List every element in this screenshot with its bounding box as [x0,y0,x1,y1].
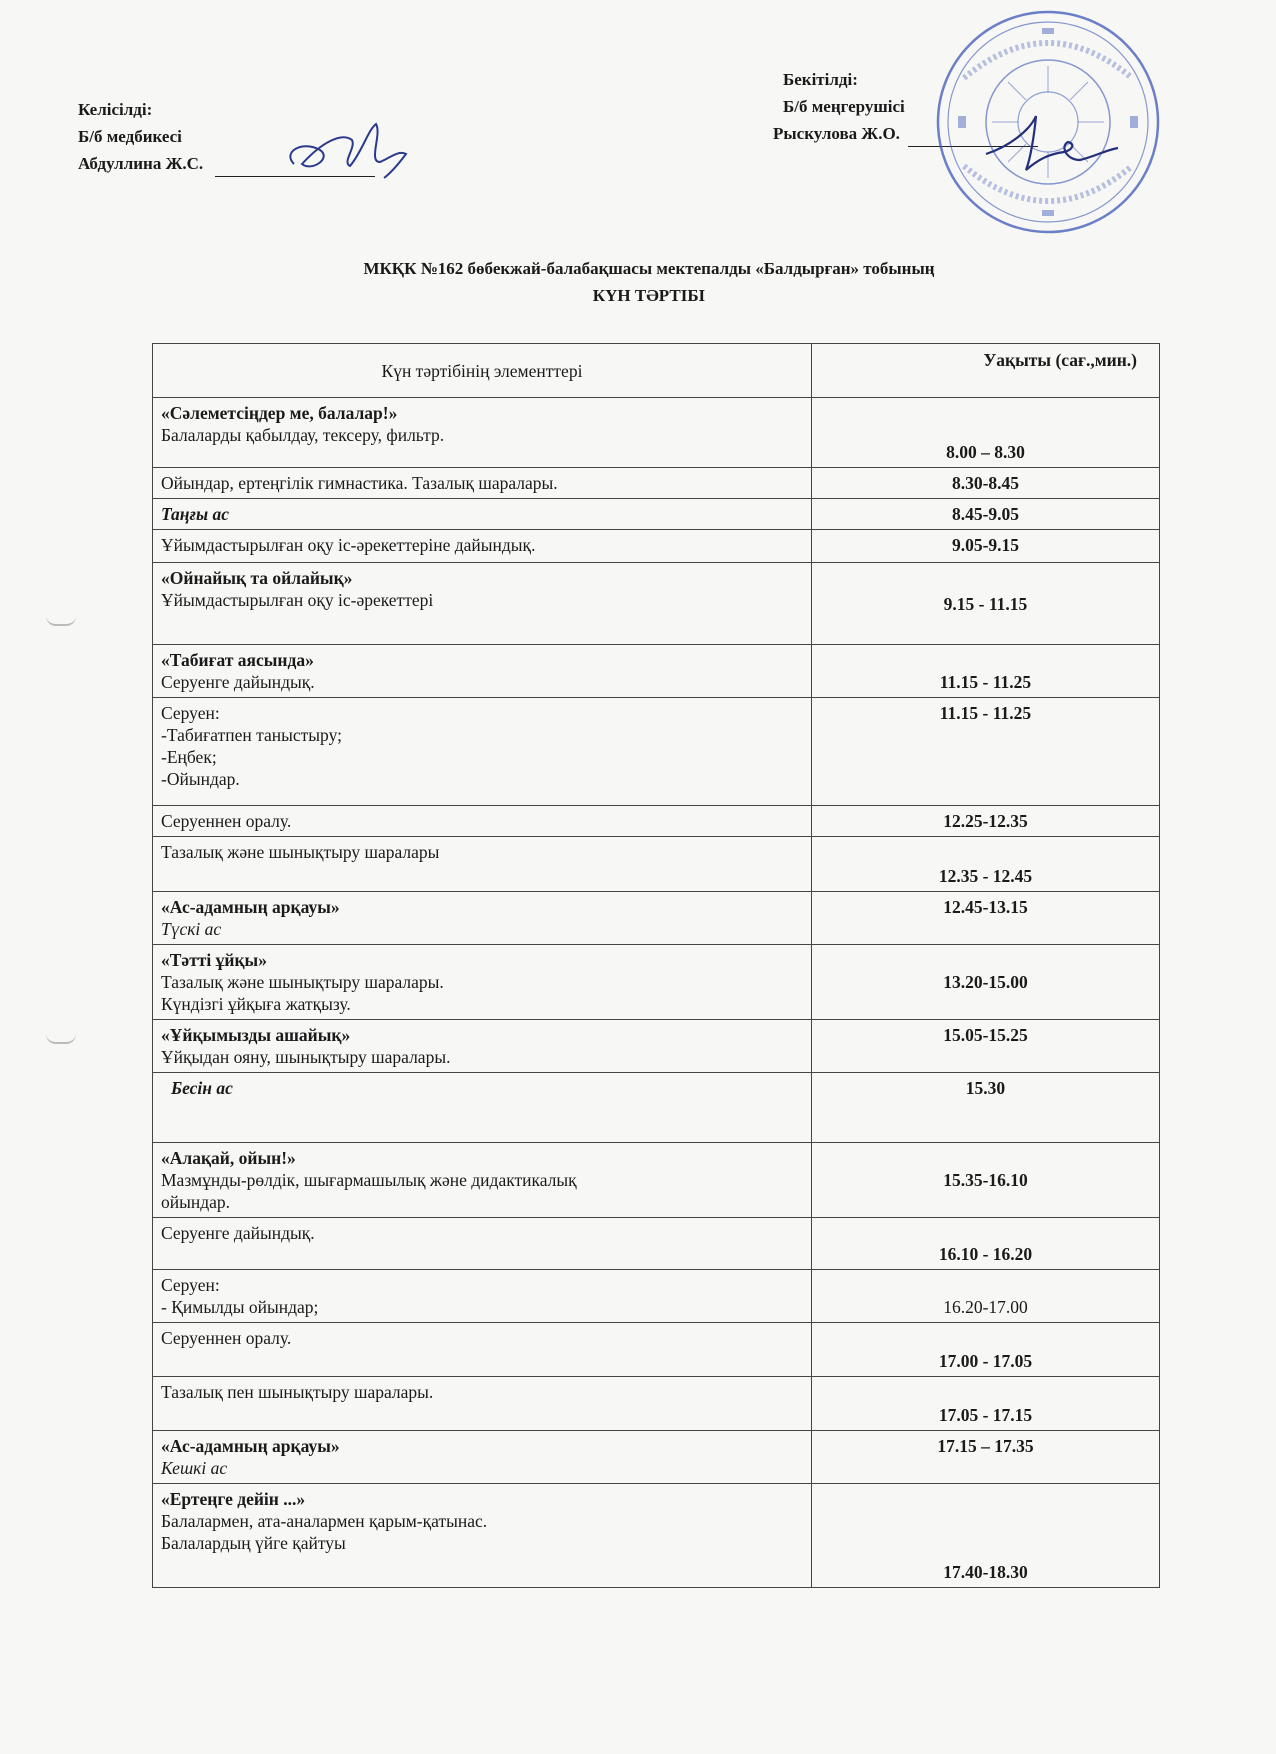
activity-line: Балаларды қабылдау, тексеру, фильтр. [161,425,445,445]
activity-line: Серуен: [161,1275,220,1295]
activity-cell [153,468,812,499]
table-row [153,398,1160,468]
activity-cell [153,892,812,945]
activity-name: «Ас-адамның арқауы» [161,1436,340,1456]
approved-name: Рыскулова Ж.О. [773,124,900,143]
time-cell: 13.20-15.00 [811,945,1159,1020]
document-title [0,255,1276,309]
title-line-2: КҮН ТӘРТІБІ [592,286,706,305]
time-cell: 17.15 – 17.35 [811,1431,1159,1484]
activity-name: «Сәлеметсіңдер ме, балалар!» [161,403,398,423]
time-cell: 8.00 – 8.30 [811,398,1159,468]
activity-line: Балалардың үйге қайтуы [161,1533,346,1553]
activity-cell [153,1484,812,1588]
time-cell: 11.15 - 11.25 [811,698,1159,806]
activity-cell [153,530,812,563]
time-cell: 9.15 - 11.15 [811,563,1159,645]
time-cell: 12.45-13.15 [811,892,1159,945]
activity-line: Күндізгі ұйқыға жатқызу. [161,994,351,1014]
agreed-name: Абдуллина Ж.С. [78,154,204,173]
activity-cell [153,1431,812,1484]
table-row [153,530,1160,563]
activity-line: Серуеннен оралу. [161,1328,292,1348]
time-cell: 8.45-9.05 [811,499,1159,530]
time-cell: 17.00 - 17.05 [811,1323,1159,1377]
activity-cell [153,563,812,645]
activity-line: Серуеннен оралу. [161,811,292,831]
table-row [153,1270,1160,1323]
activity-cell [153,645,812,698]
activity-line: Серуенге дайындық. [161,672,315,692]
punch-hole-mark [46,1034,76,1044]
activity-name: Таңғы ас [161,504,230,524]
table-row [153,698,1160,806]
table-row [153,1218,1160,1270]
table-row [153,468,1160,499]
table-row [153,837,1160,892]
table-row [153,806,1160,837]
agreed-title: Келісілді: [78,100,153,119]
table-row [153,1020,1160,1073]
activity-line: Ойындар, ертеңгілік гимнастика. Тазалық шаралары. [161,473,558,493]
activity-cell [153,1073,812,1143]
approved-title: Бекітілді: [783,70,858,89]
activity-cell [153,806,812,837]
activity-line: Серуенге дайындық. [161,1223,315,1243]
time-cell: 16.20-17.00 [811,1270,1159,1323]
director-signature [980,110,1120,186]
activity-line: -Еңбек; [161,747,217,767]
activity-cell [153,1020,812,1073]
nurse-signature [272,112,440,188]
activity-cell [153,698,812,806]
activity-line: Балалармен, ата-аналармен қарым-қатынас. [161,1511,488,1531]
table-row [153,645,1160,698]
activity-line: Ұйқыдан ояну, шынықтыру шаралары. [161,1047,451,1067]
title-line-1: МКҚК №162 бөбекжай-балабақшасы мектепалды «Балдырған» тобының [363,259,935,278]
activity-cell [153,1270,812,1323]
activity-cell [153,1377,812,1431]
agreed-role: Б/б медбикесі [78,127,182,146]
activity-line: Түскі ас [161,919,222,939]
activity-name: «Ұйқымызды ашайық» [161,1025,351,1045]
activity-cell [153,1323,812,1377]
activity-name: «Табиғат аясында» [161,650,314,670]
activity-line: - Қимылды ойындар; [161,1297,319,1317]
activity-line: Серуен: [161,703,220,723]
activity-cell [153,1143,812,1218]
time-cell: 16.10 - 16.20 [811,1218,1159,1270]
activity-name: «Алақай, ойын!» [161,1148,296,1168]
activity-name: Бесін ас [171,1078,233,1098]
time-cell: 15.35-16.10 [811,1143,1159,1218]
approved-role: Б/б меңгерушісі [783,97,905,116]
table-header-row [153,344,1160,398]
table-row [153,1073,1160,1143]
table-row [153,1484,1160,1588]
activity-cell [153,837,812,892]
punch-hole-mark [46,616,76,626]
activity-line: -Табиғатпен таныстыру; [161,725,342,745]
activity-line: Тазалық және шынықтыру шаралары [161,842,440,862]
table-row [153,1431,1160,1484]
table-row [153,892,1160,945]
activity-line: Кешкі ас [161,1458,228,1478]
time-cell: 15.30 [811,1073,1159,1143]
activity-cell [153,398,812,468]
table-row [153,1323,1160,1377]
activity-name: «Ертеңге дейін ...» [161,1489,306,1509]
time-cell: 8.30-8.45 [811,468,1159,499]
activity-line: -Ойындар. [161,769,240,789]
time-cell: 17.40-18.30 [811,1484,1159,1588]
table-row [153,563,1160,645]
activity-name: «Тәтті ұйқы» [161,950,267,970]
activity-line: Мазмұнды-рөлдік, шығармашылық және дидактикалық [161,1170,577,1190]
time-cell: 12.35 - 12.45 [811,837,1159,892]
activity-cell [153,499,812,530]
time-cell: 9.05-9.15 [811,530,1159,563]
time-cell: 17.05 - 17.15 [811,1377,1159,1431]
activity-line: Ұйымдастырылған оқу іс-әрекеттері [161,590,434,610]
activity-name: «Ас-адамның арқауы» [161,897,340,917]
activity-line: ойындар. [161,1192,231,1212]
table-row [153,945,1160,1020]
time-cell: 11.15 - 11.25 [811,645,1159,698]
activity-line: Тазалық пен шынықтыру шаралары. [161,1382,434,1402]
table-row [153,1143,1160,1218]
activity-cell [153,1218,812,1270]
column-header-time: Уақыты (сағ.,мин.) [811,344,1159,398]
table-body [153,398,1160,1588]
activity-line: Тазалық және шынықтыру шаралары. [161,972,444,992]
time-cell: 15.05-15.25 [811,1020,1159,1073]
time-cell: 12.25-12.35 [811,806,1159,837]
activity-cell [153,945,812,1020]
column-header-activity: Күн тәртібінің элементтері [153,344,812,398]
daily-schedule-table [152,343,1160,1588]
activity-line: Ұйымдастырылған оқу іс-әрекеттеріне дайындық. [161,535,536,555]
activity-name: «Ойнайық та ойлайық» [161,568,353,588]
table-row [153,1377,1160,1431]
table-row [153,499,1160,530]
